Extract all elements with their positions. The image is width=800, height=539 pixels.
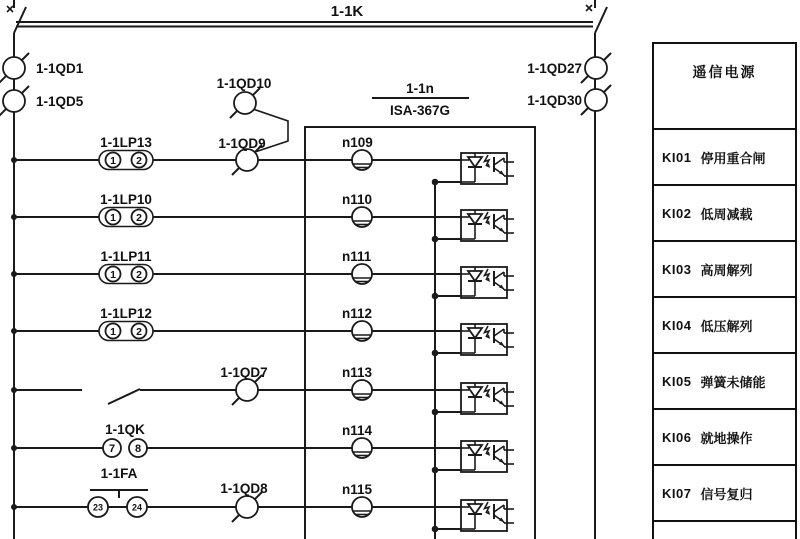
tap-label: 1-1QD9	[218, 136, 266, 151]
device-designation	[372, 81, 469, 118]
terminal-n114-icon	[352, 438, 372, 458]
optocoupler-icon	[432, 153, 514, 185]
signal-row-KI03	[654, 240, 795, 296]
branch-row-3	[14, 249, 514, 299]
tap-label: 1-1QD1	[36, 61, 84, 76]
tap-label: 1-1QD10	[216, 76, 272, 91]
signal-row-KI04	[654, 296, 795, 352]
tap-label: 1-1QD27	[527, 61, 582, 76]
link-1-1LP13-icon	[99, 151, 153, 170]
terminal-number: 23	[92, 502, 104, 513]
signal-table-header: 遥信电源	[692, 64, 757, 80]
signal-code: KI05	[662, 373, 692, 389]
terminal-label: n110	[342, 192, 373, 207]
optocoupler-icon	[432, 500, 514, 532]
tap-1-1QD30-icon	[581, 85, 611, 115]
optocoupler-icon	[432, 210, 514, 242]
link-1-1LP12-icon	[99, 322, 153, 341]
signal-desc: 低周减载	[700, 206, 753, 222]
link-label: 1-1FA	[100, 466, 138, 481]
tap-1-1QD10-icon	[230, 88, 260, 118]
terminal-label: n114	[342, 423, 373, 438]
signal-desc: 信号复归	[700, 486, 753, 502]
terminal-n109-icon	[352, 150, 372, 170]
tap-label: 1-1QD5	[36, 94, 84, 109]
signal-code: KI06	[662, 429, 692, 445]
optocoupler-icon	[432, 383, 514, 415]
optocoupler-icon	[432, 267, 514, 299]
signal-row-KI05	[654, 352, 795, 408]
branch-row-2	[14, 192, 514, 242]
terminal-number: 2	[136, 211, 142, 224]
tap-1-1QD5-icon	[0, 86, 29, 116]
tap-label: 1-1QD7	[220, 365, 268, 380]
link-label: 1-1QK	[105, 422, 145, 437]
optocoupler-icon	[432, 324, 514, 356]
branch-row-5	[14, 365, 514, 415]
signal-desc: 停用重合闸	[700, 150, 766, 166]
branch-row-1	[14, 135, 514, 185]
tap-label: 1-1QD30	[527, 93, 582, 108]
bus-label: 1-1K	[330, 3, 364, 20]
link-label: 1-1LP12	[100, 306, 152, 321]
device-model: ISA-367G	[389, 103, 451, 118]
signal-desc: 弹簧未储能	[700, 374, 766, 390]
terminal-n115-icon	[352, 497, 372, 517]
terminal-label: n111	[342, 249, 372, 264]
terminal-number: 24	[131, 502, 143, 513]
terminal-number: 7	[108, 443, 116, 455]
link-label: 1-1LP10	[100, 192, 152, 207]
terminal-number: 1	[110, 154, 116, 167]
terminal-n110-icon	[352, 207, 372, 227]
device-name: 1-1n	[406, 81, 434, 96]
terminal-number: 1	[110, 325, 116, 338]
signal-code: KI04	[662, 317, 692, 333]
terminal-number: 2	[136, 268, 142, 281]
terminal-number: 2	[136, 154, 142, 167]
terminal-label: n109	[342, 135, 373, 150]
terminal-n113-icon	[352, 380, 372, 400]
terminal-n112-icon	[352, 321, 372, 341]
link-1-1LP10-icon	[99, 208, 153, 227]
fuse-x-mark-icon	[7, 6, 13, 12]
right-feeder-rail	[586, 0, 607, 539]
terminal-number: 1	[110, 268, 116, 281]
tap-1-1QD1-icon	[0, 53, 29, 83]
optocoupler-icon	[432, 441, 514, 473]
signal-code: KI02	[662, 205, 692, 221]
branch-row-7	[14, 466, 514, 532]
link-label: 1-1LP11	[100, 249, 152, 264]
signal-desc: 就地操作	[700, 430, 753, 446]
branch-row-6	[14, 422, 514, 473]
left-feeder-rail	[7, 0, 26, 539]
signal-row-KI01	[654, 128, 795, 184]
knife-switch-blade-icon	[108, 389, 140, 404]
signal-code: KI03	[662, 261, 692, 277]
terminal-label: n113	[342, 365, 373, 380]
signal-legend-table	[652, 42, 797, 539]
signal-row-clipped	[654, 520, 795, 539]
signal-desc: 高周解列	[700, 262, 753, 278]
tap-label: 1-1QD8	[220, 481, 268, 496]
signal-code: KI07	[662, 485, 692, 501]
signal-code: KI01	[662, 149, 692, 165]
signal-row-KI06	[654, 408, 795, 464]
tap-1-1QD27-icon	[581, 53, 611, 83]
signal-desc: 低压解列	[700, 318, 753, 334]
link-1-1LP11-icon	[99, 265, 153, 284]
terminal-number: 1	[110, 211, 116, 224]
link-label: 1-1LP13	[100, 135, 152, 150]
tap-1-1QD8-icon	[232, 492, 262, 522]
terminal-number: 2	[136, 325, 142, 338]
terminal-number: 8	[134, 443, 142, 455]
branch-row-4	[14, 306, 514, 356]
terminal-label: n115	[342, 482, 373, 497]
terminal-label: n112	[342, 306, 373, 321]
signal-row-KI02	[654, 184, 795, 240]
terminal-n111-icon	[352, 264, 372, 284]
fuse-x-mark-icon	[586, 5, 592, 11]
signal-row-KI07	[654, 464, 795, 520]
dc-bus	[16, 22, 593, 27]
